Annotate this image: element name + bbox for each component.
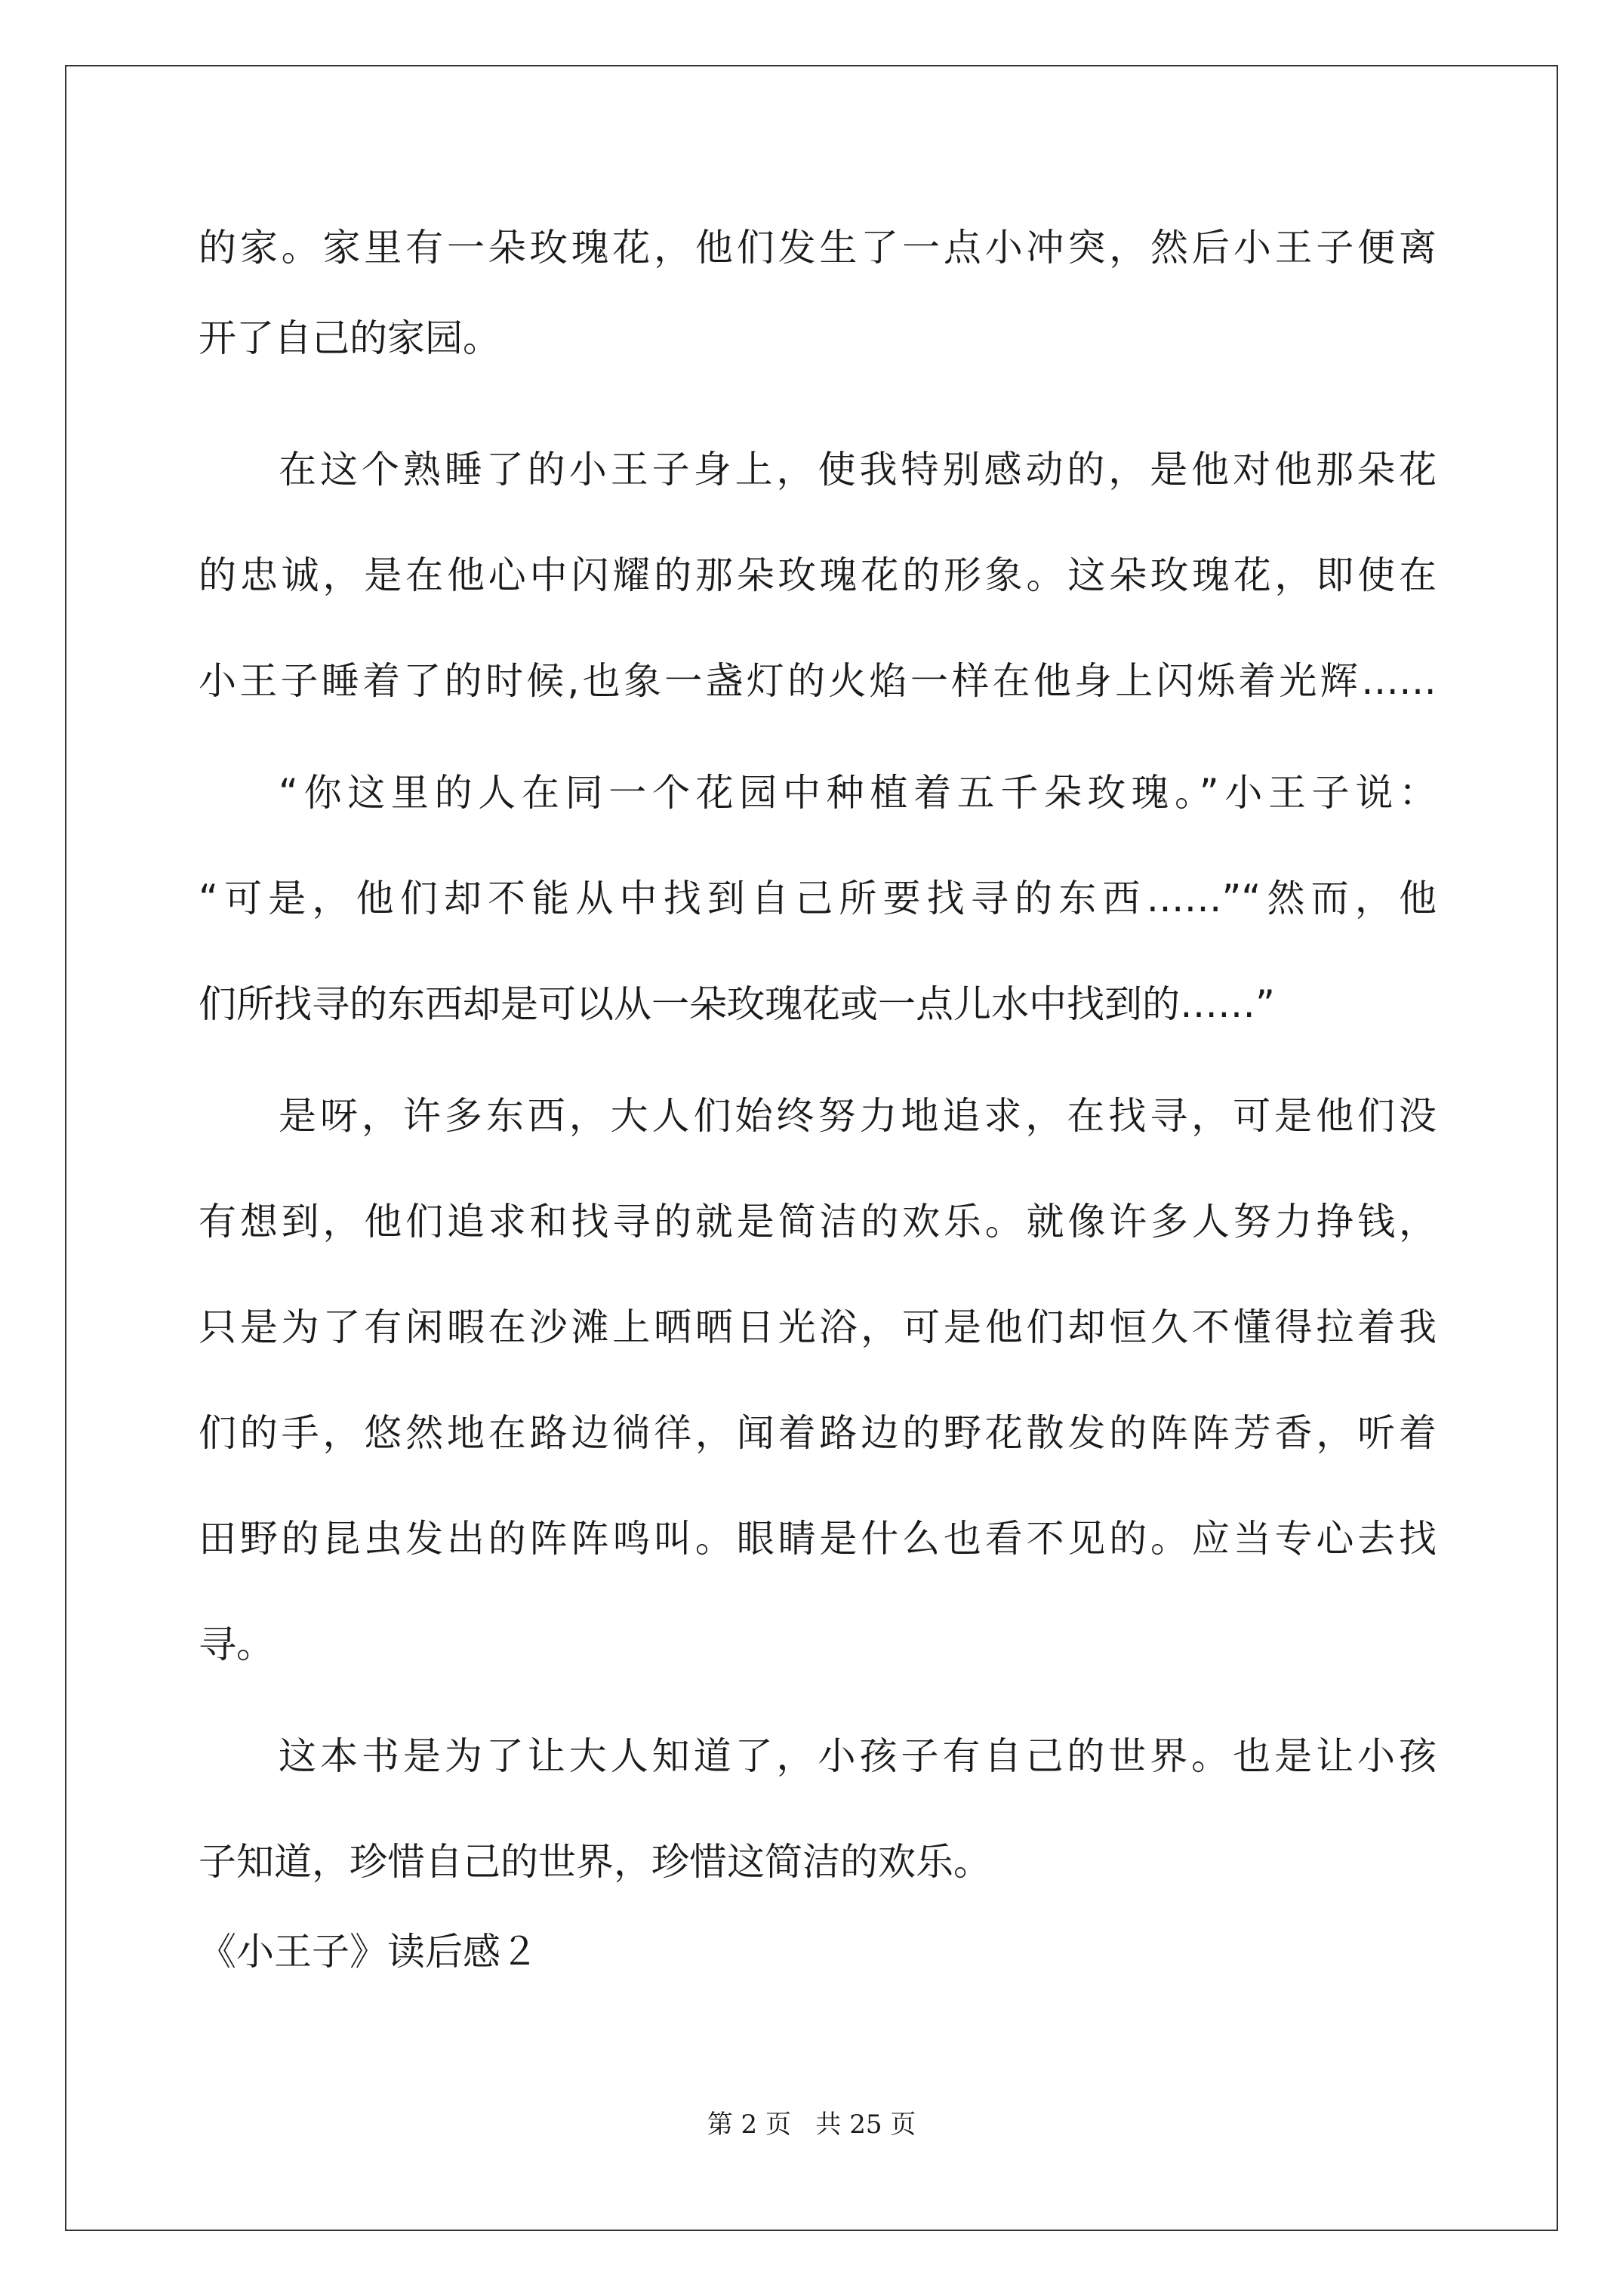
text-line-10: 有想到，他们追求和找寻的就是简洁的欢乐。就像许多人努力挣钱， xyxy=(199,1200,1437,1244)
text-line-13: 田野的昆虫发出的阵阵鸣叫。眼睛是什么也看不见的。应当专心去找 xyxy=(199,1517,1437,1561)
text-line-6: “你这里的人在同一个花园中种植着五千朵玫瑰。”小王子说： xyxy=(279,771,1437,815)
section-heading: 《小王子》读后感２ xyxy=(199,1930,538,1974)
text-line-11: 只是为了有闲暇在沙滩上晒晒日光浴，可是他们却恒久不懂得拉着我 xyxy=(199,1305,1437,1349)
text-line-3: 在这个熟睡了的小王子身上，使我特别感动的，是他对他那朵花 xyxy=(279,448,1437,492)
text-line-12: 们的手，悠然地在路边徜徉，闻着路边的野花散发的阵阵芳香，听着 xyxy=(199,1411,1437,1455)
text-line-4: 的忠诚，是在他心中闪耀的那朵玫瑰花的形象。这朵玫瑰花，即使在 xyxy=(199,553,1437,597)
text-line-1: 的家。家里有一朵玫瑰花，他们发生了一点小冲突，然后小王子便离 xyxy=(199,226,1437,270)
text-line-14: 寻。 xyxy=(199,1623,274,1666)
total-pages: 共 25 页 xyxy=(815,2110,916,2140)
text-line-2: 开了自己的家园。 xyxy=(199,316,500,360)
page-border xyxy=(65,65,1558,2231)
page-footer xyxy=(0,2108,1623,2141)
text-line-7: “可是，他们却不能从中找到自己所要找寻的东西……”“然而，他 xyxy=(199,877,1437,920)
text-line-5: 小王子睡着了的时候,也象一盏灯的火焰一样在他身上闪烁着光辉…… xyxy=(199,659,1437,703)
page-number: 第 2 页 xyxy=(707,2110,791,2140)
text-line-15: 这本书是为了让大人知道了，小孩子有自己的世界。也是让小孩 xyxy=(279,1734,1437,1778)
text-line-8: 们所找寻的东西却是可以从一朵玫瑰花或一点儿水中找到的……” xyxy=(199,982,1275,1026)
text-line-9: 是呀，许多东西，大人们始终努力地追求，在找寻，可是他们没 xyxy=(279,1094,1437,1138)
text-line-16: 子知道，珍惜自己的世界，珍惜这简洁的欢乐。 xyxy=(199,1840,991,1884)
footer-separator xyxy=(791,2110,815,2140)
